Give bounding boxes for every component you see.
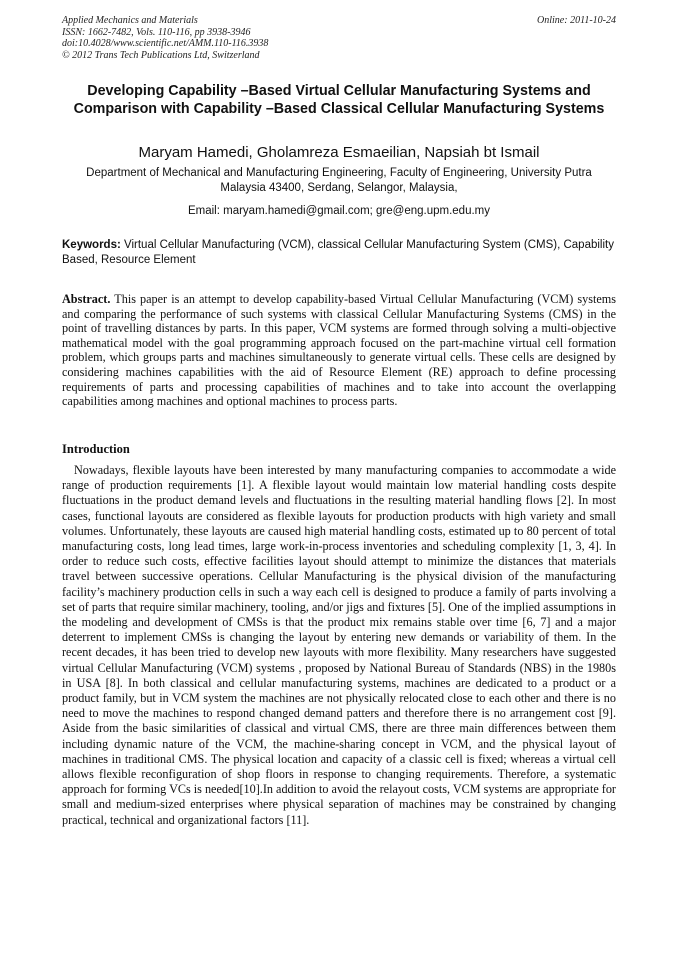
abstract [62,292,616,409]
introduction-body: Nowadays, flexible layouts have been interested by many manufacturing companies to accommodate a wide range of production requirements [1]. A flexible layout would maintain low material handling costs despite fluctuations in the product demand levels and fluctuations in the resulting material handling flows [2]. In most cases, functional layouts are considered as flexible layouts for production products with high variety and small volumes. Unfortunately, these layouts are caused high material handling costs, estimated up to 80 percent of total manufacturing costs, long lead times, large work-in-process inventories and scheduling complexity [1, 3, 4]. In order to reduce such costs, effective facilities layout should attempt to minimize the distances that materials travel between successive operations. Cellular Manufacturing is the physical division of the manufacturing facility’s machinery production cells in such a way each cell is designed to produce a family of parts involving a set of parts that require similar machinery, tooling, and/or jigs and fixtures [5]. One of the implied assumptions in the modeling and development of CMSs is that the product mix remains stable over time [6, 7] and a major deterrent to implement CMSs is changing the layout by entering new demands or variability of them. In the recent decades, it has been tried to develop new layouts with more flexibility. Many researchers have suggested virtual Cellular Manufacturing (VCM) systems , proposed by National Bureau of Standards (NBS) in the 1980s in USA [8]. In both classical and cellular manufacturing systems, machines are dedicated to a product or a product family, but in VCM system the machines are not physically relocated close to each other and there is no need to move the machines to respond changed demand patters and therefore there is no arrangement cost [9]. Aside from the basic similarities of classical and virtual CMS, there are three main differences between them including dynamic nature of the VCM, the machine-sharing concept in VCM, and the physical layout of machines in traditional CMS. The physical location and capacity of a classic cell is fixed; whereas a virtual cell allows flexible reconfiguration of shop floors in response to changing requirements. Therefore, a systematic approach for forming VCs is needed[10].In addition to avoid the relayout costs, VCM systems are appropriate for small and medium-sized enterprises where physical separation of machines may be constrained by changing practical, technical and organizational factors [11]. [62,463,616,827]
paper-title: Developing Capability –Based Virtual Cellular Manufacturing Systems and Comparison with Capability –Based Classical Cellular Manufacturing Systems [73,83,605,117]
abstract-text: This paper is an attempt to develop capability-based Virtual Cellular Manufacturing (VCM) systems and comparing the performance of such systems with classical Cellular Manufacturing Systems (CMS) in the point of travelling distances by parts. In this paper, VCM systems are formed through solving a multi-objective mathematical model with the goal programming approach focused on the part-machine virtual cell formation problem, which groups parts and machines simultaneously to generate virtual cells. These cells are designed by considering machines capabilities with the aid of Resource Element (RE) approach to define processing requirements of parts and processing capabilities of machines and to take into account the overlapping capabilities among machines and optional machines to process parts. [62,292,616,409]
copyright-line: © 2012 Trans Tech Publications Ltd, Switzerland [62,49,260,61]
author-email: Email: maryam.hamedi@gmail.com; gre@eng.upm.edu.my [187,205,490,217]
online-date: Online: 2011-10-24 [537,15,616,26]
keywords-text: Virtual Cellular Manufacturing (VCM), classical Cellular Manufacturing System (CMS), Capability Based, Resource Element [62,239,614,266]
issn-line: ISSN: 1662-7482, Vols. 110-116, pp 3938-3946 [62,26,251,38]
keywords [62,238,616,268]
section-heading-introduction: Introduction [62,442,130,456]
journal-name: Applied Mechanics and Materials [62,15,198,26]
affiliation: Department of Mechanical and Manufacturing Engineering, Faculty of Engineering, University Putra Malaysia 43400, Serdang, Selangor, Malaysia, [86,167,592,194]
doi-line: doi:10.4028/www.scientific.net/AMM.110-116.3938 [62,38,269,49]
author-list: Maryam Hamedi, Gholamreza Esmaeilian, Napsiah bt Ismail [138,144,540,161]
keywords-label: Keywords: [62,239,121,251]
journal-header [62,15,462,61]
abstract-label: Abstract. [62,292,111,306]
